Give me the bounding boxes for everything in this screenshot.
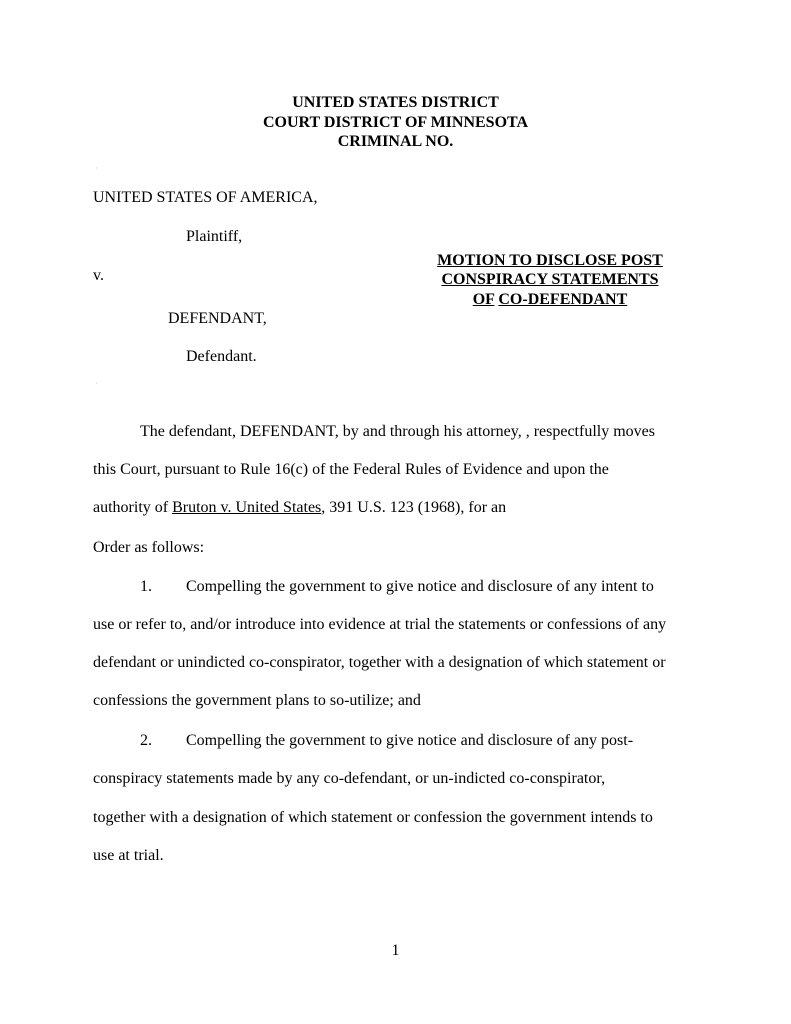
margin-mark: ' [96, 168, 97, 173]
court-header-line-3: CRIMINAL NO. [337, 133, 454, 150]
versus-label: v. [93, 267, 104, 284]
motion-title-codefendant: CO-DEFENDANT [498, 291, 628, 308]
court-header-line-2: COURT DISTRICT OF MINNESOTA [262, 114, 529, 131]
plaintiff-name: UNITED STATES OF AMERICA, [93, 189, 318, 206]
item-1-line-2: use or refer to, and/or introduce into evidence at trial the statements or confessions of any [93, 616, 667, 633]
body-p1-line-4: Order as follows: [93, 539, 205, 556]
item-1-line-4: confessions the government plans to so-utilize; and [93, 692, 421, 709]
item-2-line-4: use at trial. [93, 847, 164, 864]
item-1-number: 1. [140, 578, 152, 595]
case-citation: Bruton v. United States [172, 499, 322, 516]
item-2-line-3: together with a designation of which statement or confession the government intends to [93, 809, 653, 826]
item-2-line-2: conspiracy statements made by any co-defendant, or un-indicted co-conspirator, [93, 770, 606, 787]
motion-title-of: OF [472, 291, 495, 308]
defendant-name: DEFENDANT, [168, 310, 267, 327]
item-2-line-1: Compelling the government to give notice and disclosure of any post- [186, 732, 634, 749]
margin-mark: ' [96, 383, 97, 388]
body-p1-line-1: The defendant, DEFENDANT, by and through his attorney, , respectfully moves [140, 423, 655, 440]
motion-title-line-1: MOTION TO DISCLOSE POST [437, 252, 663, 269]
item-1-line-3: defendant or unindicted co-conspirator, together with a designation of which statement or [93, 654, 666, 671]
item-2-number: 2. [140, 732, 152, 749]
plaintiff-role: Plaintiff, [186, 228, 243, 245]
body-p1-line-2: this Court, pursuant to Rule 16(c) of the Federal Rules of Evidence and upon the [93, 461, 609, 478]
body-p1-line-3 [93, 499, 506, 517]
authority-prefix: authority of [93, 499, 173, 516]
item-1-line-1: Compelling the government to give notice and disclosure of any intent to [186, 578, 654, 595]
authority-suffix: , 391 U.S. 123 (1968), for an [321, 499, 507, 516]
motion-title-line-3 [420, 291, 680, 309]
defendant-role: Defendant. [186, 348, 257, 365]
motion-title-line-2: CONSPIRACY STATEMENTS [441, 271, 659, 288]
page-number: 1 [391, 942, 400, 959]
court-header-line-1: UNITED STATES DISTRICT [292, 94, 499, 111]
